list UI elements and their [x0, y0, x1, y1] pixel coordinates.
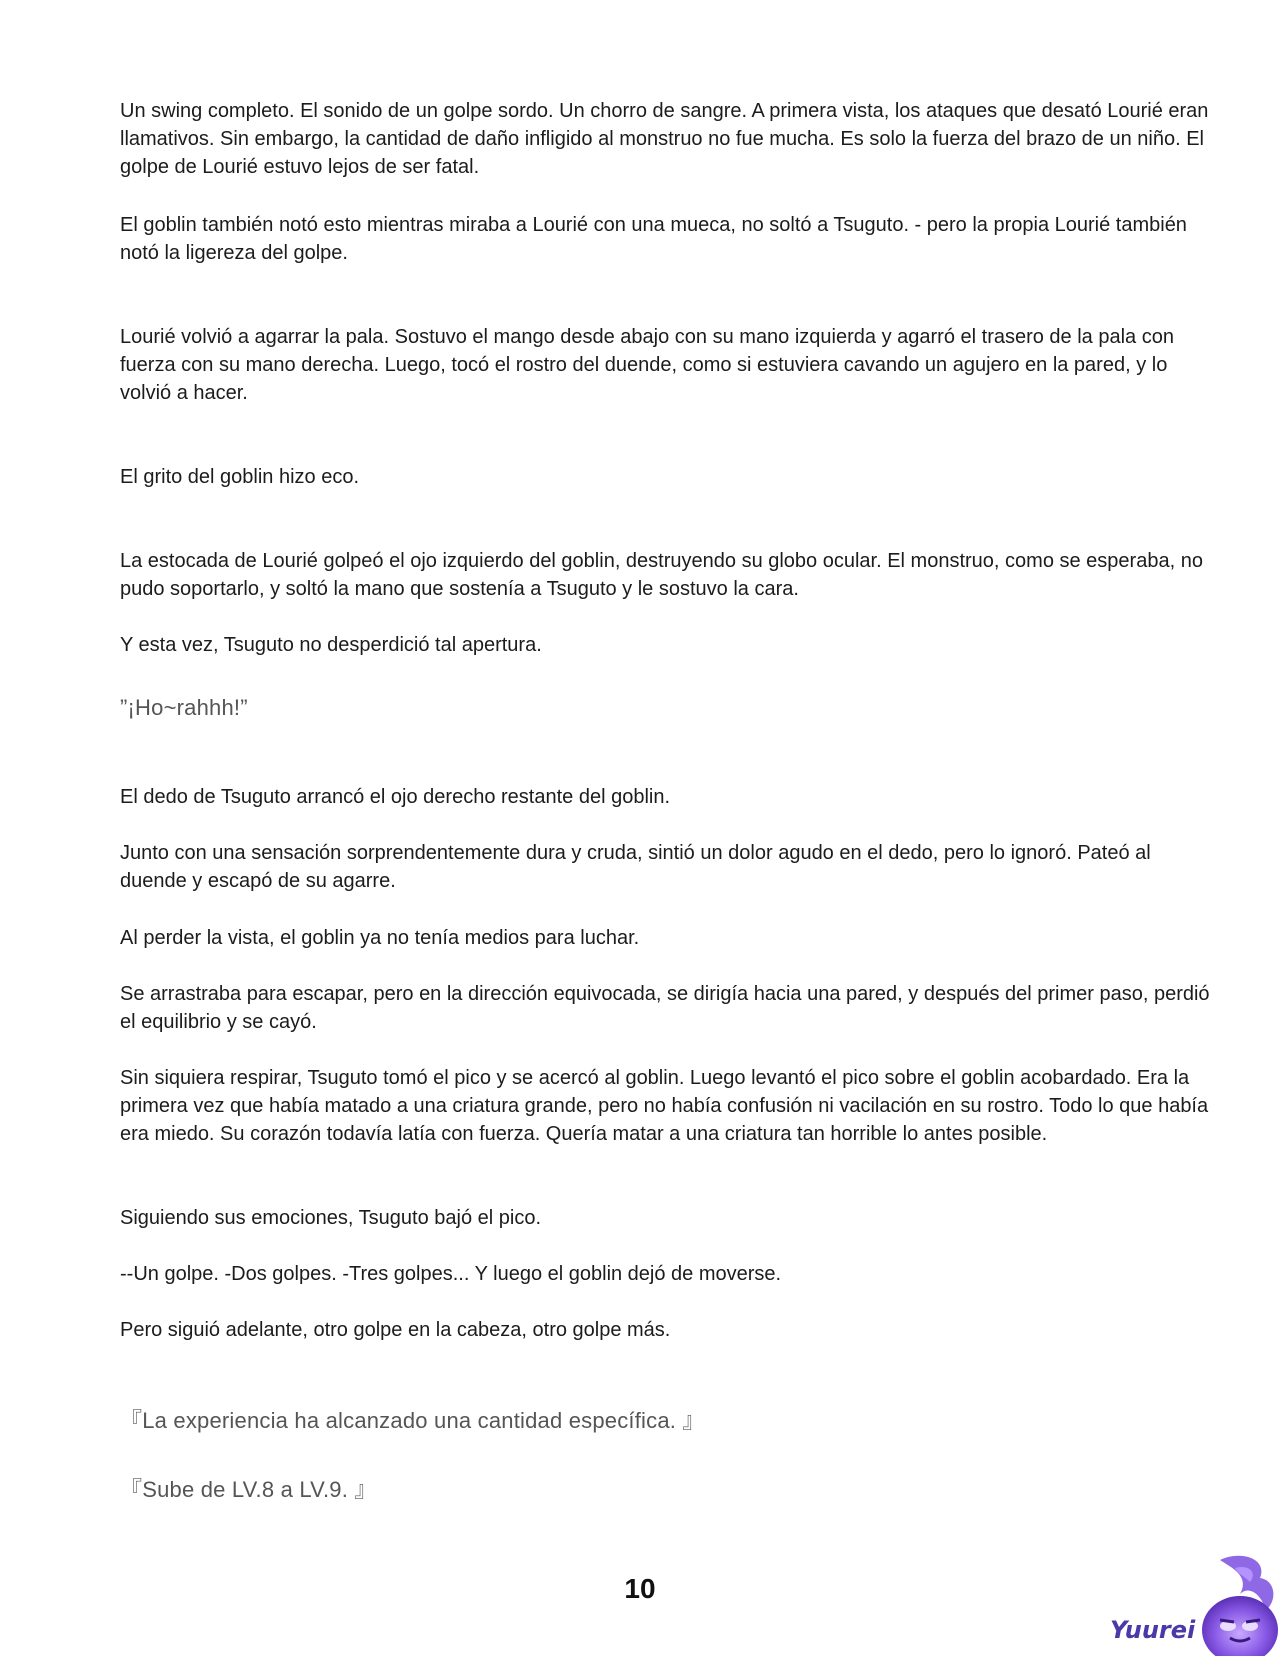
yuurei-watermark: [1100, 1550, 1280, 1656]
paragraph-6: Y esta vez, Tsuguto no desperdició tal apertura.: [120, 634, 542, 656]
paragraph-5: La estocada de Lourié golpeó el ojo izquierdo del goblin, destruyendo su globo ocular. El monstruo, como se esperaba, no pudo soportarlo, y soltó la mano que sostenía a Tsuguto y le sostuvo la cara.: [120, 550, 1203, 600]
paragraph-3: Lourié volvió a agarrar la pala. Sostuvo el mango desde abajo con su mano izquierda y agarró el trasero de la pala con fuerza con su mano derecha. Luego, tocó el rostro del duende, como si estuviera cavando un agujero en la pared, y lo volvió a hacer.: [120, 326, 1174, 404]
paragraph-8: El dedo de Tsuguto arrancó el ojo derecho restante del goblin.: [120, 786, 671, 808]
paragraph-12: Sin siquiera respirar, Tsuguto tomó el pico y se acercó al goblin. Luego levantó el pico sobre el goblin acobardado. Era la primera vez que había matado a una criatura grande, pero no había confusión ni vacilación en su rostro. Todo lo que había era miedo. Su corazón todavía latía con fuerza. Quería matar a una criatura tan horrible lo antes posible.: [120, 1067, 1209, 1145]
paragraph-4: El grito del goblin hizo eco.: [120, 466, 360, 488]
dialogue-shout: ”¡Ho~rahhh!”: [120, 695, 248, 720]
paragraph-1: Un swing completo. El sonido de un golpe sordo. Un chorro de sangre. A primera vista, los ataques que desató Lourié eran llamativos. Sin embargo, la cantidad de daño infligido al monstruo no fue mucha. Es solo la fuerza del brazo de un niño. El golpe de Lourié estuvo lejos de ser fatal.: [120, 100, 1209, 178]
paragraph-10: Al perder la vista, el goblin ya no tenía medios para luchar.: [120, 927, 640, 949]
paragraph-9: Junto con una sensación sorprendentemente dura y cruda, sintió un dolor agudo en el dedo, pero lo ignoró. Pateó al duende y escapó de su agarre.: [120, 842, 1151, 892]
paragraph-14: --Un golpe. -Dos golpes. -Tres golpes... Y luego el goblin dejó de moverse.: [120, 1263, 782, 1285]
page-number: 10: [624, 1573, 656, 1604]
paragraph-11: Se arrastraba para escapar, pero en la dirección equivocada, se dirigía hacia una pared, y después del primer paso, perdió el equilibrio y se cayó.: [120, 983, 1210, 1033]
paragraph-15: Pero siguió adelante, otro golpe en la cabeza, otro golpe más.: [120, 1319, 671, 1341]
system-message-experience: 『La experiencia ha alcanzado una cantidad específica. 』: [120, 1408, 705, 1433]
paragraph-13: Siguiendo sus emociones, Tsuguto bajó el pico.: [120, 1207, 542, 1229]
watermark-text: Yuurei: [1110, 1616, 1196, 1644]
system-message-level-up: 『Sube de LV.8 a LV.9. 』: [120, 1477, 377, 1502]
paragraph-2: El goblin también notó esto mientras miraba a Lourié con una mueca, no soltó a Tsuguto. - pero la propia Lourié también notó la ligereza del golpe.: [120, 214, 1187, 264]
